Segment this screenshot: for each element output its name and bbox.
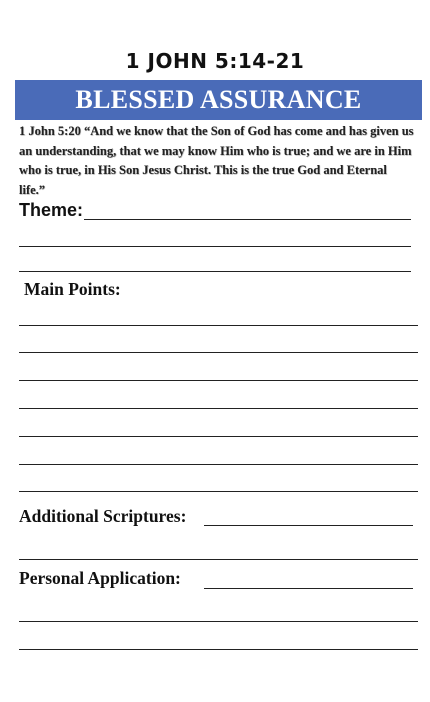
key-verse: 1 John 5:20 “And we know that the Son of God has come and has given us an understanding, that we may know Him who is true; and we are in Him who is true, in His Son Jesus Christ. This is the true God and Eternal life.” — [19, 124, 414, 197]
additional-scriptures-line[interactable] — [204, 525, 413, 526]
main-points-line[interactable] — [19, 380, 418, 381]
theme-answer-line[interactable] — [84, 219, 411, 220]
additional-scriptures-line[interactable] — [19, 559, 418, 560]
scripture-reference: 1 JOHN 5:14-21 — [125, 49, 305, 73]
theme-label: Theme: — [19, 200, 84, 220]
title-banner: BLESSED ASSURANCE — [15, 80, 422, 120]
additional-scriptures-label: Additional Scriptures: — [19, 506, 187, 526]
main-points-line[interactable] — [19, 325, 418, 326]
theme-answer-line[interactable] — [19, 271, 411, 272]
personal-application-line[interactable] — [19, 649, 418, 650]
personal-application-line[interactable] — [19, 621, 418, 622]
theme-answer-line[interactable] — [19, 246, 411, 247]
main-points-line[interactable] — [19, 352, 418, 353]
main-points-line[interactable] — [19, 491, 418, 492]
personal-application-line[interactable] — [204, 588, 413, 589]
main-points-label: Main Points: — [24, 279, 121, 299]
main-points-line[interactable] — [19, 464, 418, 465]
main-points-line[interactable] — [19, 408, 418, 409]
main-points-line[interactable] — [19, 436, 418, 437]
personal-application-label: Personal Application: — [19, 568, 181, 588]
